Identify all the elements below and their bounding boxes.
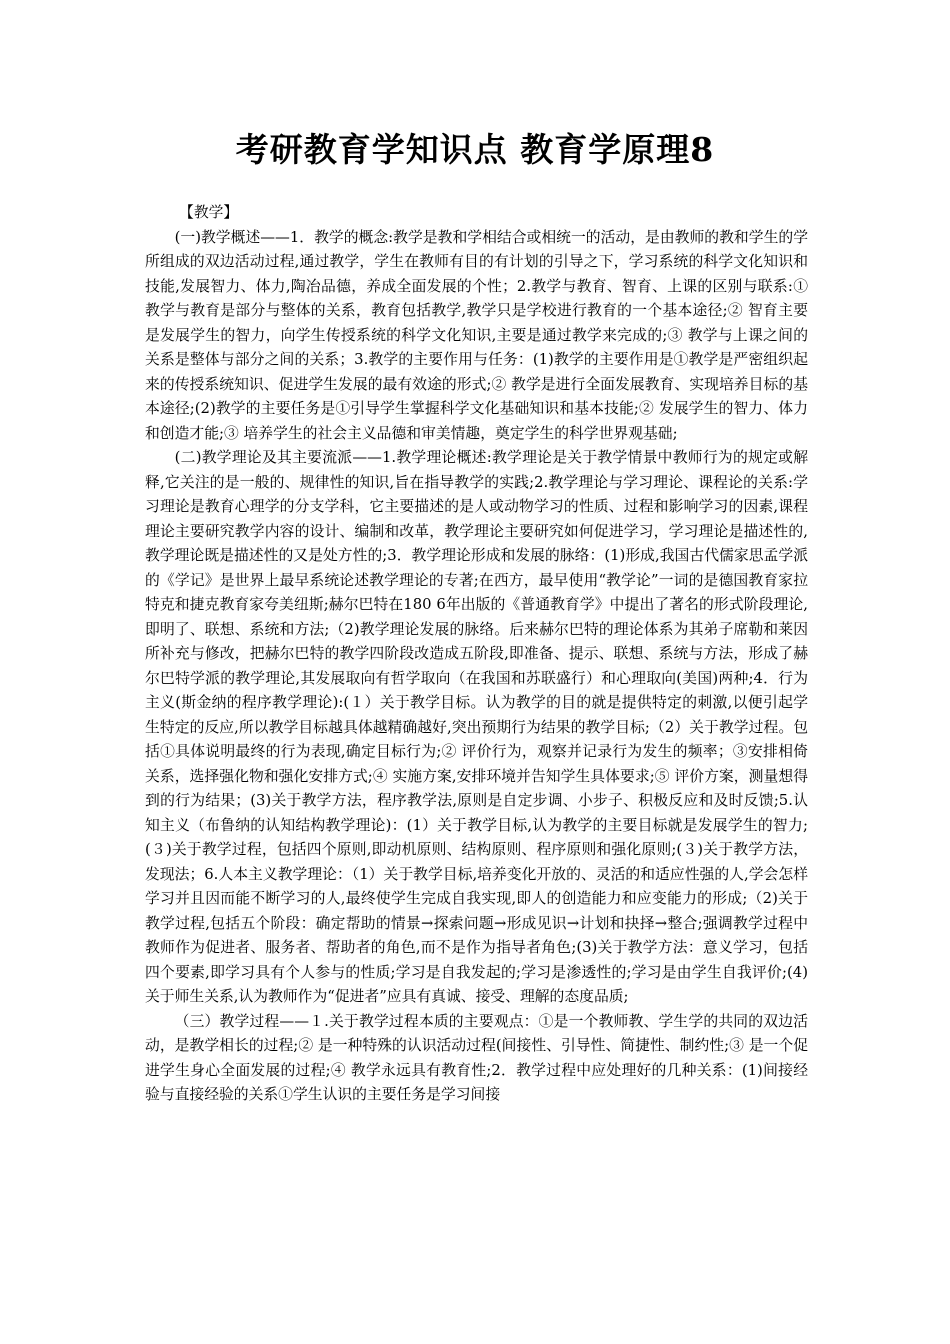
document-title: 考研教育学知识点 教育学原理8 [235, 130, 715, 169]
paragraph-teaching-theory: (二)教学理论及其主要流派——1.教学理论概述:教学理论是关于教学情景中教师行为的规定或解释,它关注的是一般的、规律性的知识,旨在指导教学的实践;2.教学理论与学习理论、课程论的关系:学习理论是教育心理学的分支学科，它主要描述的是人或动物学习的性质、过程和影响学习的因素,课程理论主要研究教学内容的设计、编制和改革，教学理论主要研究如何促进学习，学习理论是描述性的,教学理论既是描述性的又是处方性的;3．教学理论形成和发展的脉络：(1)形成,我国古代儒家思孟学派的《学记》是世界上最早系统论述教学理论的专著;在西方，最早使用“教学论”一词的是德国教育家拉特克和捷克教育家夸美纽斯;赫尔巴特在180 6年出版的《普通教育学》中提出了著名的形式阶段理论,即明了、联想、系统和方法;（2)教学理论发展的脉络。后来赫尔巴特的理论体系为其弟子席勒和莱因所补充与修改，把赫尔巴特的教学四阶段改造成五阶段,即准备、提示、联想、系统与方法，形成了赫尔巴特学派的教学理论,其发展取向有哲学取向（在我国和苏联盛行）和心理取向(美国)两种;4．行为主义(斯金纳的程序教学理论):(１）关于教学目标。认为教学的目的就是提供特定的刺激,以便引起学生特定的反应,所以教学目标越具体越精确越好,突出预期行为结果的教学目标;（2）关于教学过程。包括①具体说明最终的行为表现,确定目标行为;② 评价行为，观察并记录行为发生的频率；③安排相倚关系，选择强化物和强化安排方式;④ 实施方案,安排环境并告知学生具体要求;⑤ 评价方案，测量想得到的行为结果；(3)关于教学方法，程序教学法,原则是自定步调、小步子、积极反应和及时反馈;5.认知主义（布鲁纳的认知结构教学理论)：(1）关于教学目标,认为教学的主要目标就是发展学生的智力;(３)关于教学过程，包括四个原则,即动机原则、结构原则、程序原则和强化原则;(３)关于教学方法，发现法；6.人本主义教学理论：（1）关于教学目标,培养变化开放的、灵活的和适应性强的人,学会怎样学习并且因而能不断学习的人,最终使学生完成自我实现,即人的创造能力和应变能力的形成;（2)关于教学过程,包括五个阶段：确定帮助的情景→探索问题→形成见识→计划和抉择→整合;强调教学过程中教师作为促进者、服务者、帮助者的角色,而不是作为指导者角色;(3)关于教学方法：意义学习，包括四个要素,即学习具有个人参与的性质;学习是自我发起的;学习是渗透性的;学习是由学生自我评价;(4)关于师生关系,认为教师作为“促进者”应具有真诚、接受、理解的态度品质; [145, 449, 808, 1005]
paragraph-teaching-process: （三）教学过程——１.关于教学过程本质的主要观点：①是一个教师教、学生学的共同的双边活动，是教学相长的过程;② 是一种特殊的认识活动过程(间接性、引导性、简捷性、制约性;③ 是一个促进学生身心全面发展的过程;④ 教学永远具有教育性;2．教学过程中应处理好的几种关系：(1)间接经验与直接经验的关系①学生认识的主要任务是学习间接 [145, 1012, 808, 1103]
section-heading: 【教学】 [179, 204, 239, 221]
document-body [145, 201, 808, 1108]
paragraph-teaching-overview: (一)教学概述——1．教学的概念:教学是教和学相结合或相统一的活动，是由教师的教和学生的学所组成的双边活动过程,通过教学，学生在教师有目的有计划的引导之下，学习系统的科学文化知识和技能,发展智力、体力,陶冶品德，养成全面发展的个性；2.教学与教育、智育、上课的区别与联系:① 教学与教育是部分与整体的关系，教育包括教学,教学只是学校进行教育的一个基本途径;② 智育主要是发展学生的智力，向学生传授系统的科学文化知识,主要是通过教学来完成的;③ 教学与上课之间的关系是整体与部分之间的关系；3.教学的主要作用与任务：(1)教学的主要作用是①教学是严密组织起来的传授系统知识、促进学生发展的最有效途的形式;② 教学是进行全面发展教育、实现培养目标的基本途径;(2)教学的主要任务是①引导学生掌握科学文化基础知识和基本技能;② 发展学生的智力、体力和创造才能;③ 培养学生的社会主义品德和审美情趣，奠定学生的科学世界观基础; [145, 228, 808, 442]
